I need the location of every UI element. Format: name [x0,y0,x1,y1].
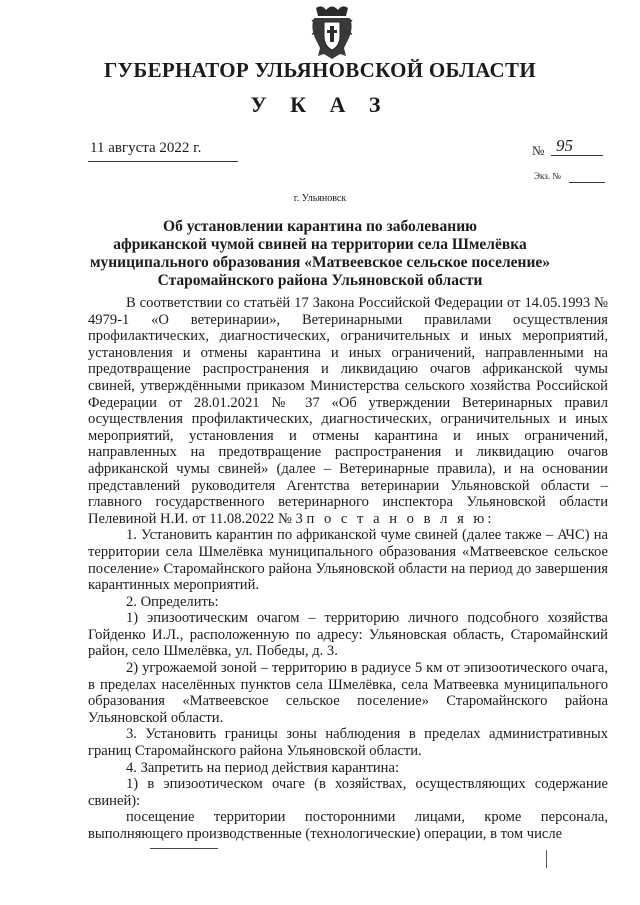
issuing-authority: ГУБЕРНАТОР УЛЬЯНОВСКОЙ ОБЛАСТИ [104,58,536,82]
copy-number-underline [569,182,605,183]
clause-2-2: 2) угрожаемой зоной – территорию в радиусе 5 км от эпизоотического очага, в пределах населённых пунктов села Шмелёвка, села Матвеевка муниципального образования «Матвеевское сельское поселение» Старомайнского района Ульяновской области. [88,660,608,726]
number-underline [551,155,603,156]
clause-4: 4. Запретить на период действия карантина: [126,759,400,776]
pen-mark [546,850,547,868]
pen-mark [150,848,218,849]
document-type: У К А З [250,92,390,117]
document-date: 11 августа 2022 г. [90,140,202,156]
copy-number-label: Экз. № [534,171,561,181]
clause-4-1-a: посещение территории посторонними лицами, кроме персонала, выполняющего производственные (технологические) операции, в том числе [88,809,608,842]
number-label: № [532,143,545,158]
title-line: Об установлении карантина по заболеванию [163,218,477,235]
coat-of-arms-emblem [310,4,354,60]
title-line: муниципального образования «Матвеевское сельское поселение» [89,254,551,271]
clause-2-1: 1) эпизоотическим очагом – территорию личного подсобного хозяйства Гойденко И.Л., расположенную по адресу: Ульяновская область, Старомайнский район, село Шмелёвка, ул. Победы, д. 3. [88,610,608,660]
document-title [80,218,560,290]
decree-word: п о с т а н о в л я ю: [306,510,495,527]
preamble-paragraph [88,295,608,527]
clause-3: 3. Установить границы зоны наблюдения в пределах административных границ Старомайнского района Ульяновской области. [88,726,608,760]
document-body [88,295,608,843]
clause-2: 2. Определить: [126,593,219,610]
preamble-text: В соответствии со статьёй 17 Закона Российской Федерации от 14.05.1993 № 4979-1 «О ветеринарии», Ветеринарными правилами осуществления профилактических, диагностических, ограничительных и иных мероприятий, установления и отмены карантина и иных ограничений, направленными на предотвращение распространения и ликвидацию очагов африканской чумы свиней, утверждёнными приказом Министерства сельского хозяйства Российской Федерации от 28.01.2021 № 37 «Об утверждении Ветеринарных правил осуществления профилактических, диагностических, ограничительных и иных мероприятий, установления и отмены карантина и иных ограничений, направленных на предотвращение распространения и ликвидацию очагов африканской чумы свиней» (далее – Ветеринарные правила), и на основании представлений руководителя Агентства ветеринарии Ульяновской области – главного государственного ветеринарного инспектора Ульяновской области Пелевиной Н.И. от 11.08.2022 № 3 [88,295,608,527]
clause-1: 1. Установить карантин по африканской чуме свиней (далее также – АЧС) на территории села Шмелёвка муниципального образования «Матвеевское сельское поселение» Старомайнского района Ульяновской области на период до завершения карантинных мероприятий. [88,527,608,594]
title-line: Старомайнского района Ульяновской области [157,272,483,289]
clause-4-1: 1) в эпизоотическом очаге (в хозяйствах, осуществляющих содержание свиней): [88,776,608,809]
issue-city: г. Ульяновск [293,193,347,204]
date-underline [88,161,238,162]
document-number: 95 [556,136,573,155]
title-line: африканской чумой свиней на территории села Шмелёвка [113,236,527,253]
